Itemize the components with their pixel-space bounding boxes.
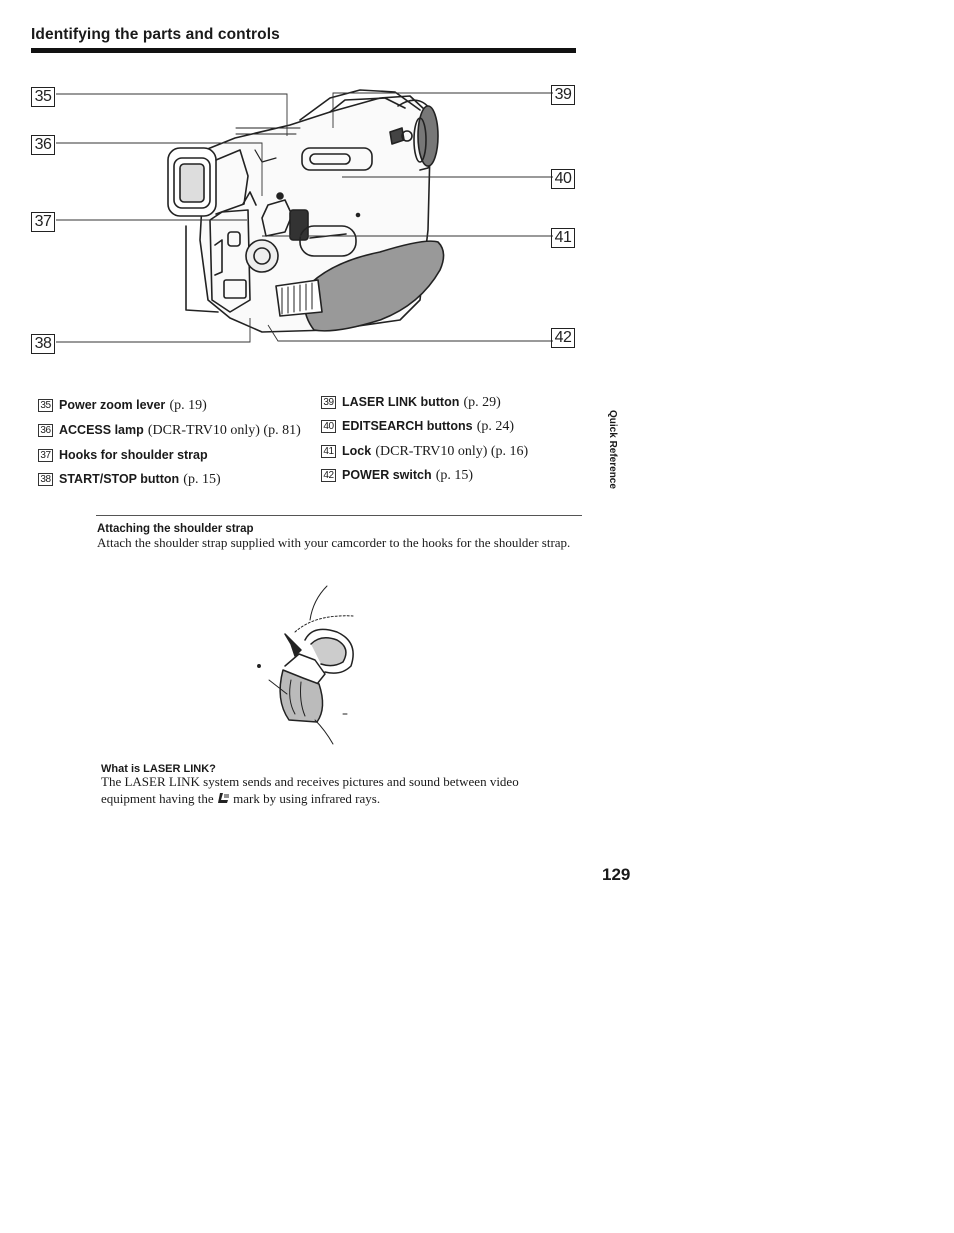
- legend-label: EDITSEARCH buttons: [342, 419, 473, 433]
- legend-label: START/STOP button: [59, 472, 180, 486]
- legend-label: LASER LINK button: [342, 395, 460, 409]
- laser-link-text-after: mark by using infrared rays.: [233, 791, 381, 806]
- callout-35: 35: [31, 87, 55, 107]
- legend-item-laser-link-button: [321, 395, 501, 411]
- legend-ref: (p. 15): [435, 468, 474, 483]
- legend-label: POWER switch: [342, 468, 432, 482]
- camcorder-diagram: [0, 0, 954, 370]
- callout-40: 40: [551, 169, 575, 189]
- callout-37: 37: [31, 212, 55, 232]
- callout-39: 39: [551, 85, 575, 105]
- legend-item-editsearch-buttons: [321, 419, 514, 435]
- shoulder-strap-body: Attach the shoulder strap supplied with your camcorder to the hooks for the shoulder strap.: [97, 535, 571, 550]
- legend-number: 39: [321, 396, 336, 409]
- legend-label: ACCESS lamp: [59, 423, 144, 437]
- legend-ref: (DCR-TRV10 only) (p. 16): [375, 444, 529, 459]
- legend-number: 38: [38, 473, 53, 486]
- legend-item-start-stop-button: [38, 472, 221, 488]
- legend-number: 41: [321, 445, 336, 458]
- legend-item-power-switch: [321, 468, 473, 484]
- legend-label: Hooks for shoulder strap: [59, 448, 208, 462]
- strap-hook-drawing: [255, 580, 365, 750]
- legend-number: 40: [321, 420, 336, 433]
- legend-item-hooks-for-shoulder-strap: [38, 448, 208, 464]
- legend-ref: (DCR-TRV10 only) (p. 81): [147, 423, 301, 438]
- laser-link-mark-icon: [217, 792, 230, 804]
- laser-link-heading: What is LASER LINK?: [101, 763, 216, 775]
- legend-item-access-lamp: [38, 423, 301, 439]
- laser-link-text-before: The LASER LINK system sends and receives pictures and sound between video equipment having the: [101, 774, 519, 806]
- callout-41: 41: [551, 228, 575, 248]
- legend-ref: (p. 19): [169, 398, 207, 413]
- legend-ref: (p. 15): [183, 472, 221, 487]
- callout-42: 42: [551, 328, 575, 348]
- legend-label: Power zoom lever: [59, 398, 166, 412]
- legend-number: 36: [38, 424, 53, 437]
- legend-number: 35: [38, 399, 53, 412]
- callout-38: 38: [31, 334, 55, 354]
- legend-item-lock: [321, 444, 528, 460]
- legend-number: 37: [38, 449, 53, 462]
- legend-ref: (p. 24): [476, 419, 515, 434]
- shoulder-strap-illustration: [255, 580, 365, 750]
- page-number: 129: [602, 865, 631, 884]
- section-title: Identifying the parts and controls: [31, 26, 280, 43]
- section-divider: [96, 515, 582, 516]
- legend-number: 42: [321, 469, 336, 482]
- callout-36: 36: [31, 135, 55, 155]
- legend-label: Lock: [342, 444, 372, 458]
- legend-ref: (p. 29): [463, 395, 501, 410]
- laser-link-body: [101, 773, 561, 807]
- shoulder-strap-heading: Attaching the shoulder strap: [97, 523, 254, 535]
- side-tab-quick-reference: Quick Reference: [607, 410, 618, 489]
- legend-item-power-zoom-lever: [38, 398, 207, 414]
- camcorder-illustration: [0, 0, 954, 370]
